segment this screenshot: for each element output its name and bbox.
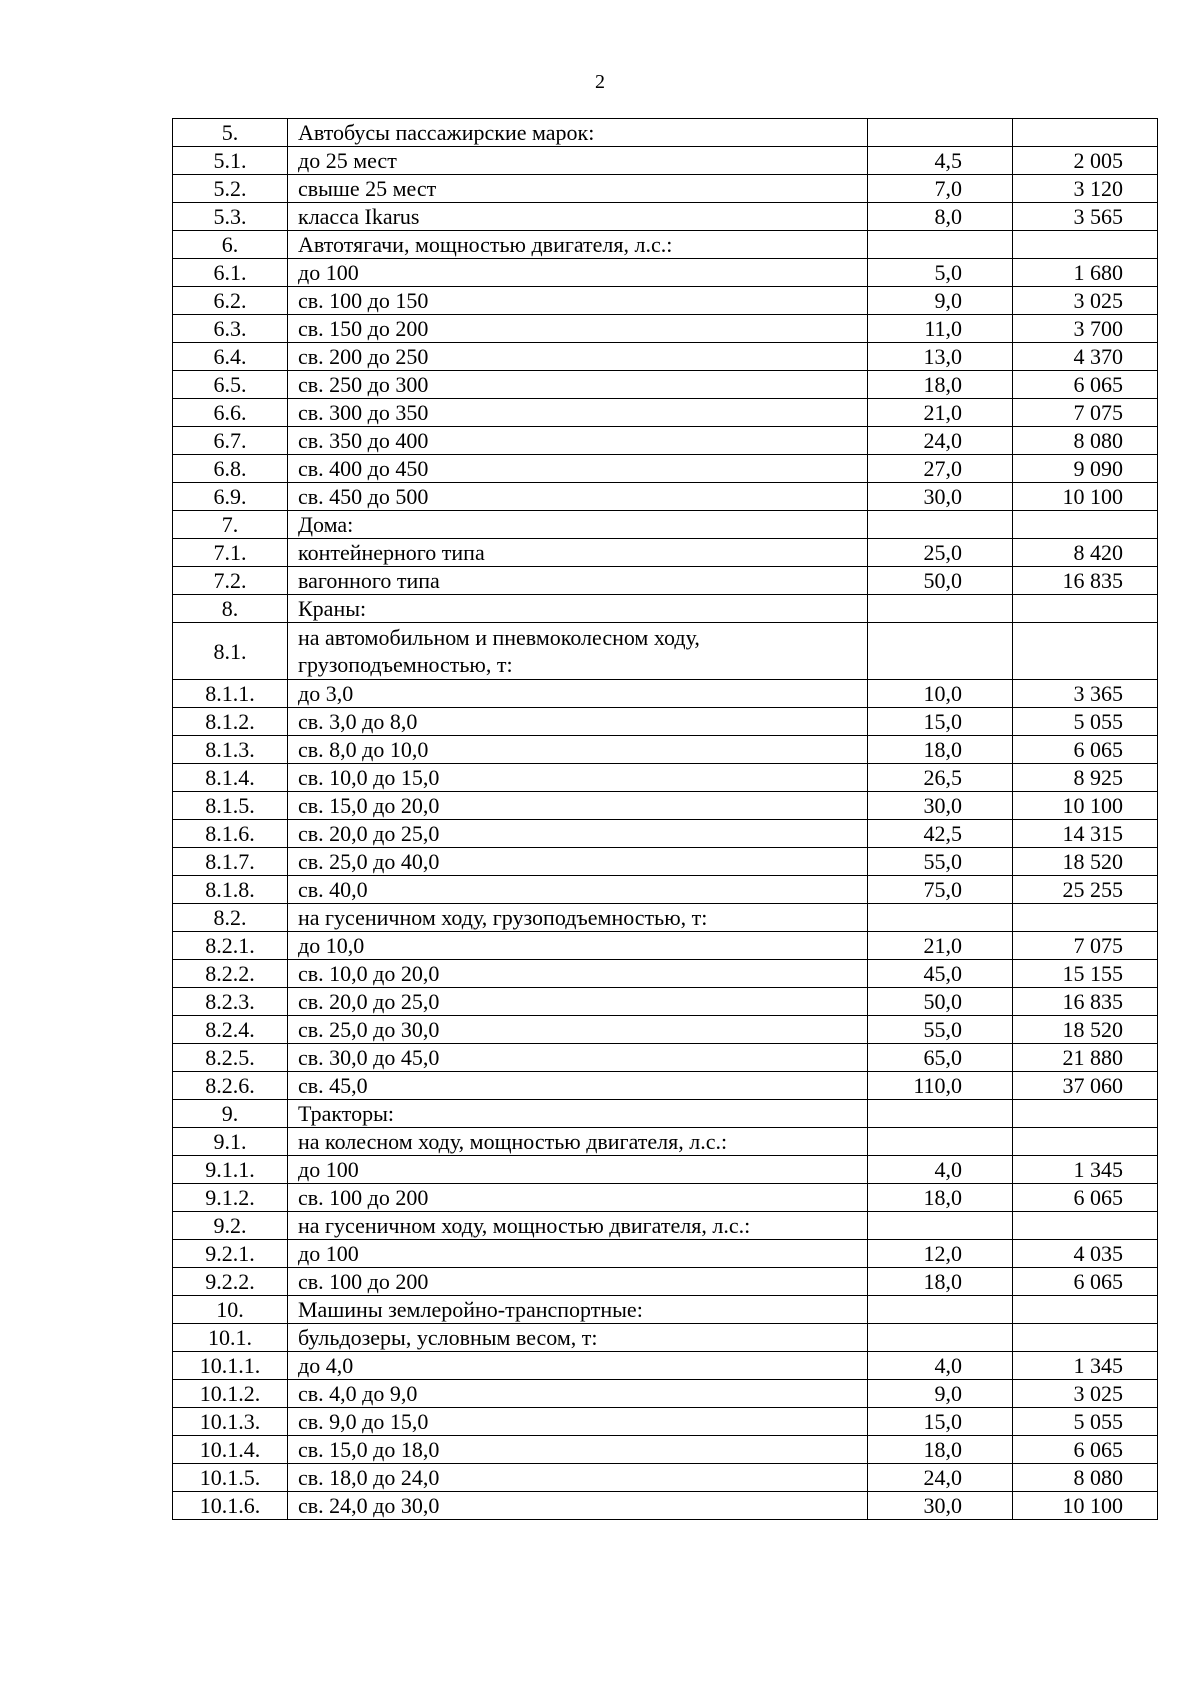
row-number-cell: 10.1.5.	[173, 1464, 288, 1492]
row-number-cell: 5.3.	[173, 203, 288, 231]
row-value-1-cell: 18,0	[868, 371, 1013, 399]
row-description-cell: св. 45,0	[288, 1072, 868, 1100]
table-row	[173, 1240, 1158, 1268]
table-row	[173, 904, 1158, 932]
row-value-1-cell: 18,0	[868, 736, 1013, 764]
row-number-cell: 5.	[173, 119, 288, 147]
table-row	[173, 960, 1158, 988]
row-number-cell: 8.1.8.	[173, 876, 288, 904]
row-value-1-cell: 10,0	[868, 680, 1013, 708]
table-row	[173, 427, 1158, 455]
row-number-cell: 8.2.1.	[173, 932, 288, 960]
table-row	[173, 1016, 1158, 1044]
row-value-2-cell	[1013, 119, 1158, 147]
row-description-cell: до 10,0	[288, 932, 868, 960]
row-description-cell: св. 15,0 до 18,0	[288, 1436, 868, 1464]
row-value-1-cell: 18,0	[868, 1268, 1013, 1296]
row-number-cell: 6.8.	[173, 455, 288, 483]
table-row	[173, 539, 1158, 567]
row-value-2-cell	[1013, 1100, 1158, 1128]
row-value-2-cell: 16 835	[1013, 567, 1158, 595]
row-value-2-cell: 7 075	[1013, 399, 1158, 427]
row-value-2-cell: 3 565	[1013, 203, 1158, 231]
row-value-1-cell	[868, 1324, 1013, 1352]
row-description-cell: на гусеничном ходу, грузоподъемностью, т:	[288, 904, 868, 932]
table-row	[173, 1324, 1158, 1352]
row-number-cell: 7.1.	[173, 539, 288, 567]
row-value-2-cell: 37 060	[1013, 1072, 1158, 1100]
row-number-cell: 8.2.	[173, 904, 288, 932]
row-number-cell: 9.2.	[173, 1212, 288, 1240]
row-value-2-cell: 18 520	[1013, 1016, 1158, 1044]
row-number-cell: 6.1.	[173, 259, 288, 287]
table-row	[173, 736, 1158, 764]
table-row	[173, 315, 1158, 343]
row-number-cell: 6.4.	[173, 343, 288, 371]
table-row	[173, 848, 1158, 876]
row-number-cell: 6.5.	[173, 371, 288, 399]
row-number-cell: 8.2.4.	[173, 1016, 288, 1044]
table-row	[173, 483, 1158, 511]
row-value-2-cell: 2 005	[1013, 147, 1158, 175]
row-description-cell: св. 4,0 до 9,0	[288, 1380, 868, 1408]
table-row	[173, 1212, 1158, 1240]
row-value-2-cell: 6 065	[1013, 1436, 1158, 1464]
row-value-2-cell: 4 035	[1013, 1240, 1158, 1268]
table-row	[173, 1464, 1158, 1492]
row-value-2-cell: 16 835	[1013, 988, 1158, 1016]
row-value-1-cell	[868, 904, 1013, 932]
table-row	[173, 680, 1158, 708]
row-value-2-cell: 1 345	[1013, 1352, 1158, 1380]
row-value-1-cell	[868, 119, 1013, 147]
row-description-cell: св. 3,0 до 8,0	[288, 708, 868, 736]
table-row	[173, 203, 1158, 231]
row-value-1-cell: 42,5	[868, 820, 1013, 848]
row-number-cell: 8.1.	[173, 623, 288, 680]
table-body	[173, 119, 1158, 1520]
row-description-cell: св. 15,0 до 20,0	[288, 792, 868, 820]
row-value-1-cell: 75,0	[868, 876, 1013, 904]
row-value-2-cell: 8 080	[1013, 427, 1158, 455]
row-value-1-cell: 4,5	[868, 147, 1013, 175]
table-row	[173, 623, 1158, 680]
row-value-1-cell: 11,0	[868, 315, 1013, 343]
row-value-1-cell	[868, 1212, 1013, 1240]
table-row	[173, 595, 1158, 623]
row-value-2-cell	[1013, 511, 1158, 539]
row-value-1-cell: 8,0	[868, 203, 1013, 231]
row-number-cell: 9.	[173, 1100, 288, 1128]
row-value-1-cell	[868, 511, 1013, 539]
table-row	[173, 147, 1158, 175]
row-number-cell: 8.1.1.	[173, 680, 288, 708]
table-row	[173, 708, 1158, 736]
row-value-1-cell: 65,0	[868, 1044, 1013, 1072]
row-number-cell: 9.2.1.	[173, 1240, 288, 1268]
row-description-cell: Тракторы:	[288, 1100, 868, 1128]
row-number-cell: 8.1.6.	[173, 820, 288, 848]
row-value-2-cell: 5 055	[1013, 708, 1158, 736]
equipment-rates-table	[172, 118, 1158, 1520]
table-row	[173, 1380, 1158, 1408]
row-number-cell: 8.1.2.	[173, 708, 288, 736]
row-description-cell: на автомобильном и пневмоколесном ходу, грузоподъемностью, т:	[288, 623, 868, 680]
row-number-cell: 8.2.3.	[173, 988, 288, 1016]
row-value-2-cell: 6 065	[1013, 1184, 1158, 1212]
row-description-cell: св. 8,0 до 10,0	[288, 736, 868, 764]
row-value-1-cell: 13,0	[868, 343, 1013, 371]
row-number-cell: 8.1.7.	[173, 848, 288, 876]
row-description-cell: свыше 25 мест	[288, 175, 868, 203]
row-value-1-cell	[868, 1296, 1013, 1324]
row-description-cell: Машины землеройно-транспортные:	[288, 1296, 868, 1324]
row-value-1-cell: 50,0	[868, 988, 1013, 1016]
table-row	[173, 1072, 1158, 1100]
table-row	[173, 343, 1158, 371]
row-description-cell: св. 25,0 до 40,0	[288, 848, 868, 876]
row-description-cell: вагонного типа	[288, 567, 868, 595]
row-number-cell: 9.2.2.	[173, 1268, 288, 1296]
row-value-1-cell: 18,0	[868, 1436, 1013, 1464]
row-value-1-cell	[868, 623, 1013, 680]
row-description-cell: Дома:	[288, 511, 868, 539]
table-row	[173, 259, 1158, 287]
row-value-2-cell	[1013, 231, 1158, 259]
table-row	[173, 820, 1158, 848]
row-value-2-cell: 7 075	[1013, 932, 1158, 960]
row-value-2-cell: 3 025	[1013, 287, 1158, 315]
row-description-cell: св. 250 до 300	[288, 371, 868, 399]
row-description-cell: св. 150 до 200	[288, 315, 868, 343]
row-description-cell: до 25 мест	[288, 147, 868, 175]
row-number-cell: 6.9.	[173, 483, 288, 511]
row-value-2-cell: 10 100	[1013, 1492, 1158, 1520]
row-value-1-cell: 30,0	[868, 1492, 1013, 1520]
row-value-1-cell: 21,0	[868, 399, 1013, 427]
table-row	[173, 1408, 1158, 1436]
row-value-2-cell	[1013, 1296, 1158, 1324]
row-value-1-cell: 9,0	[868, 1380, 1013, 1408]
row-number-cell: 8.2.2.	[173, 960, 288, 988]
row-number-cell: 7.	[173, 511, 288, 539]
table-row	[173, 1268, 1158, 1296]
row-value-1-cell	[868, 1100, 1013, 1128]
row-number-cell: 8.1.5.	[173, 792, 288, 820]
row-description-cell: св. 10,0 до 15,0	[288, 764, 868, 792]
row-number-cell: 10.1.4.	[173, 1436, 288, 1464]
row-number-cell: 8.1.3.	[173, 736, 288, 764]
row-value-1-cell: 25,0	[868, 539, 1013, 567]
row-description-cell: бульдозеры, условным весом, т:	[288, 1324, 868, 1352]
row-number-cell: 9.1.	[173, 1128, 288, 1156]
row-value-1-cell: 26,5	[868, 764, 1013, 792]
table-row	[173, 175, 1158, 203]
row-description-cell: св. 20,0 до 25,0	[288, 988, 868, 1016]
row-value-1-cell: 24,0	[868, 1464, 1013, 1492]
row-description-cell: до 100	[288, 1240, 868, 1268]
row-number-cell: 6.3.	[173, 315, 288, 343]
row-description-cell: св. 200 до 250	[288, 343, 868, 371]
row-description-cell: св. 25,0 до 30,0	[288, 1016, 868, 1044]
row-value-2-cell: 3 365	[1013, 680, 1158, 708]
row-value-2-cell: 8 080	[1013, 1464, 1158, 1492]
row-description-cell: Автобусы пассажирские марок:	[288, 119, 868, 147]
table-row	[173, 567, 1158, 595]
row-value-2-cell: 1 345	[1013, 1156, 1158, 1184]
row-number-cell: 10.1.1.	[173, 1352, 288, 1380]
table-row	[173, 399, 1158, 427]
row-description-cell: св. 100 до 200	[288, 1184, 868, 1212]
table-row	[173, 1156, 1158, 1184]
table-row	[173, 1184, 1158, 1212]
table-row	[173, 1436, 1158, 1464]
row-value-1-cell: 50,0	[868, 567, 1013, 595]
row-value-1-cell	[868, 595, 1013, 623]
table-row	[173, 1296, 1158, 1324]
row-description-cell: св. 18,0 до 24,0	[288, 1464, 868, 1492]
row-value-2-cell: 3 700	[1013, 315, 1158, 343]
row-number-cell: 10.1.	[173, 1324, 288, 1352]
row-value-2-cell: 3 025	[1013, 1380, 1158, 1408]
row-description-cell: св. 20,0 до 25,0	[288, 820, 868, 848]
table-row	[173, 1492, 1158, 1520]
row-description-cell: св. 10,0 до 20,0	[288, 960, 868, 988]
row-description-cell: св. 400 до 450	[288, 455, 868, 483]
row-value-2-cell: 9 090	[1013, 455, 1158, 483]
row-value-1-cell: 21,0	[868, 932, 1013, 960]
row-value-2-cell: 10 100	[1013, 483, 1158, 511]
row-number-cell: 5.1.	[173, 147, 288, 175]
table-row	[173, 988, 1158, 1016]
row-value-1-cell	[868, 1128, 1013, 1156]
table-row	[173, 792, 1158, 820]
row-description-cell: контейнерного типа	[288, 539, 868, 567]
row-number-cell: 9.1.1.	[173, 1156, 288, 1184]
table-row	[173, 764, 1158, 792]
row-description-cell: св. 300 до 350	[288, 399, 868, 427]
row-description-cell: св. 24,0 до 30,0	[288, 1492, 868, 1520]
row-value-2-cell: 5 055	[1013, 1408, 1158, 1436]
row-description-cell: до 100	[288, 259, 868, 287]
row-number-cell: 10.1.3.	[173, 1408, 288, 1436]
row-value-2-cell: 8 420	[1013, 539, 1158, 567]
row-description-cell: класса Ikarus	[288, 203, 868, 231]
row-description-cell: на гусеничном ходу, мощностью двигателя, л.с.:	[288, 1212, 868, 1240]
row-number-cell: 6.2.	[173, 287, 288, 315]
row-value-2-cell	[1013, 1324, 1158, 1352]
row-value-2-cell: 15 155	[1013, 960, 1158, 988]
row-description-cell: до 3,0	[288, 680, 868, 708]
row-value-1-cell: 30,0	[868, 792, 1013, 820]
row-value-2-cell	[1013, 904, 1158, 932]
table-row	[173, 287, 1158, 315]
row-value-2-cell: 25 255	[1013, 876, 1158, 904]
page-number: 2	[595, 71, 605, 93]
table-row	[173, 119, 1158, 147]
row-number-cell: 9.1.2.	[173, 1184, 288, 1212]
row-description-cell: на колесном ходу, мощностью двигателя, л.с.:	[288, 1128, 868, 1156]
row-value-2-cell: 6 065	[1013, 1268, 1158, 1296]
row-value-1-cell: 7,0	[868, 175, 1013, 203]
row-value-2-cell: 6 065	[1013, 736, 1158, 764]
row-number-cell: 10.1.6.	[173, 1492, 288, 1520]
row-number-cell: 6.7.	[173, 427, 288, 455]
table-row	[173, 231, 1158, 259]
table-row	[173, 1100, 1158, 1128]
row-number-cell: 5.2.	[173, 175, 288, 203]
row-description-cell: Краны:	[288, 595, 868, 623]
row-value-1-cell: 18,0	[868, 1184, 1013, 1212]
row-number-cell: 10.	[173, 1296, 288, 1324]
row-value-2-cell: 1 680	[1013, 259, 1158, 287]
row-value-2-cell: 6 065	[1013, 371, 1158, 399]
row-value-1-cell: 4,0	[868, 1352, 1013, 1380]
row-number-cell: 8.2.5.	[173, 1044, 288, 1072]
row-number-cell: 6.6.	[173, 399, 288, 427]
row-description-cell: св. 30,0 до 45,0	[288, 1044, 868, 1072]
table-row	[173, 932, 1158, 960]
row-value-1-cell: 55,0	[868, 1016, 1013, 1044]
row-description-cell: св. 9,0 до 15,0	[288, 1408, 868, 1436]
row-description-cell: до 100	[288, 1156, 868, 1184]
row-number-cell: 8.1.4.	[173, 764, 288, 792]
row-value-1-cell: 4,0	[868, 1156, 1013, 1184]
row-value-2-cell: 10 100	[1013, 792, 1158, 820]
row-value-2-cell	[1013, 623, 1158, 680]
table-row	[173, 1352, 1158, 1380]
row-value-2-cell: 8 925	[1013, 764, 1158, 792]
table-row	[173, 1044, 1158, 1072]
table-row	[173, 511, 1158, 539]
row-number-cell: 8.	[173, 595, 288, 623]
row-description-cell: св. 450 до 500	[288, 483, 868, 511]
row-number-cell: 8.2.6.	[173, 1072, 288, 1100]
row-value-2-cell: 3 120	[1013, 175, 1158, 203]
table-row	[173, 455, 1158, 483]
row-value-1-cell: 24,0	[868, 427, 1013, 455]
table-row	[173, 1128, 1158, 1156]
row-value-2-cell	[1013, 1128, 1158, 1156]
row-description-cell: св. 40,0	[288, 876, 868, 904]
row-value-1-cell	[868, 231, 1013, 259]
row-value-1-cell: 5,0	[868, 259, 1013, 287]
row-value-1-cell: 15,0	[868, 708, 1013, 736]
row-description-cell: св. 350 до 400	[288, 427, 868, 455]
row-value-2-cell: 21 880	[1013, 1044, 1158, 1072]
row-value-2-cell	[1013, 1212, 1158, 1240]
row-number-cell: 6.	[173, 231, 288, 259]
row-description-cell: св. 100 до 200	[288, 1268, 868, 1296]
row-value-1-cell: 30,0	[868, 483, 1013, 511]
row-value-1-cell: 110,0	[868, 1072, 1013, 1100]
row-value-1-cell: 15,0	[868, 1408, 1013, 1436]
row-value-1-cell: 45,0	[868, 960, 1013, 988]
row-value-2-cell	[1013, 595, 1158, 623]
row-description-cell: Автотягачи, мощностью двигателя, л.с.:	[288, 231, 868, 259]
row-value-1-cell: 27,0	[868, 455, 1013, 483]
row-description-cell: до 4,0	[288, 1352, 868, 1380]
table-row	[173, 371, 1158, 399]
row-value-2-cell: 18 520	[1013, 848, 1158, 876]
row-value-2-cell: 14 315	[1013, 820, 1158, 848]
row-value-2-cell: 4 370	[1013, 343, 1158, 371]
row-number-cell: 10.1.2.	[173, 1380, 288, 1408]
table-row	[173, 876, 1158, 904]
row-value-1-cell: 55,0	[868, 848, 1013, 876]
row-description-cell: св. 100 до 150	[288, 287, 868, 315]
row-value-1-cell: 12,0	[868, 1240, 1013, 1268]
row-number-cell: 7.2.	[173, 567, 288, 595]
row-value-1-cell: 9,0	[868, 287, 1013, 315]
